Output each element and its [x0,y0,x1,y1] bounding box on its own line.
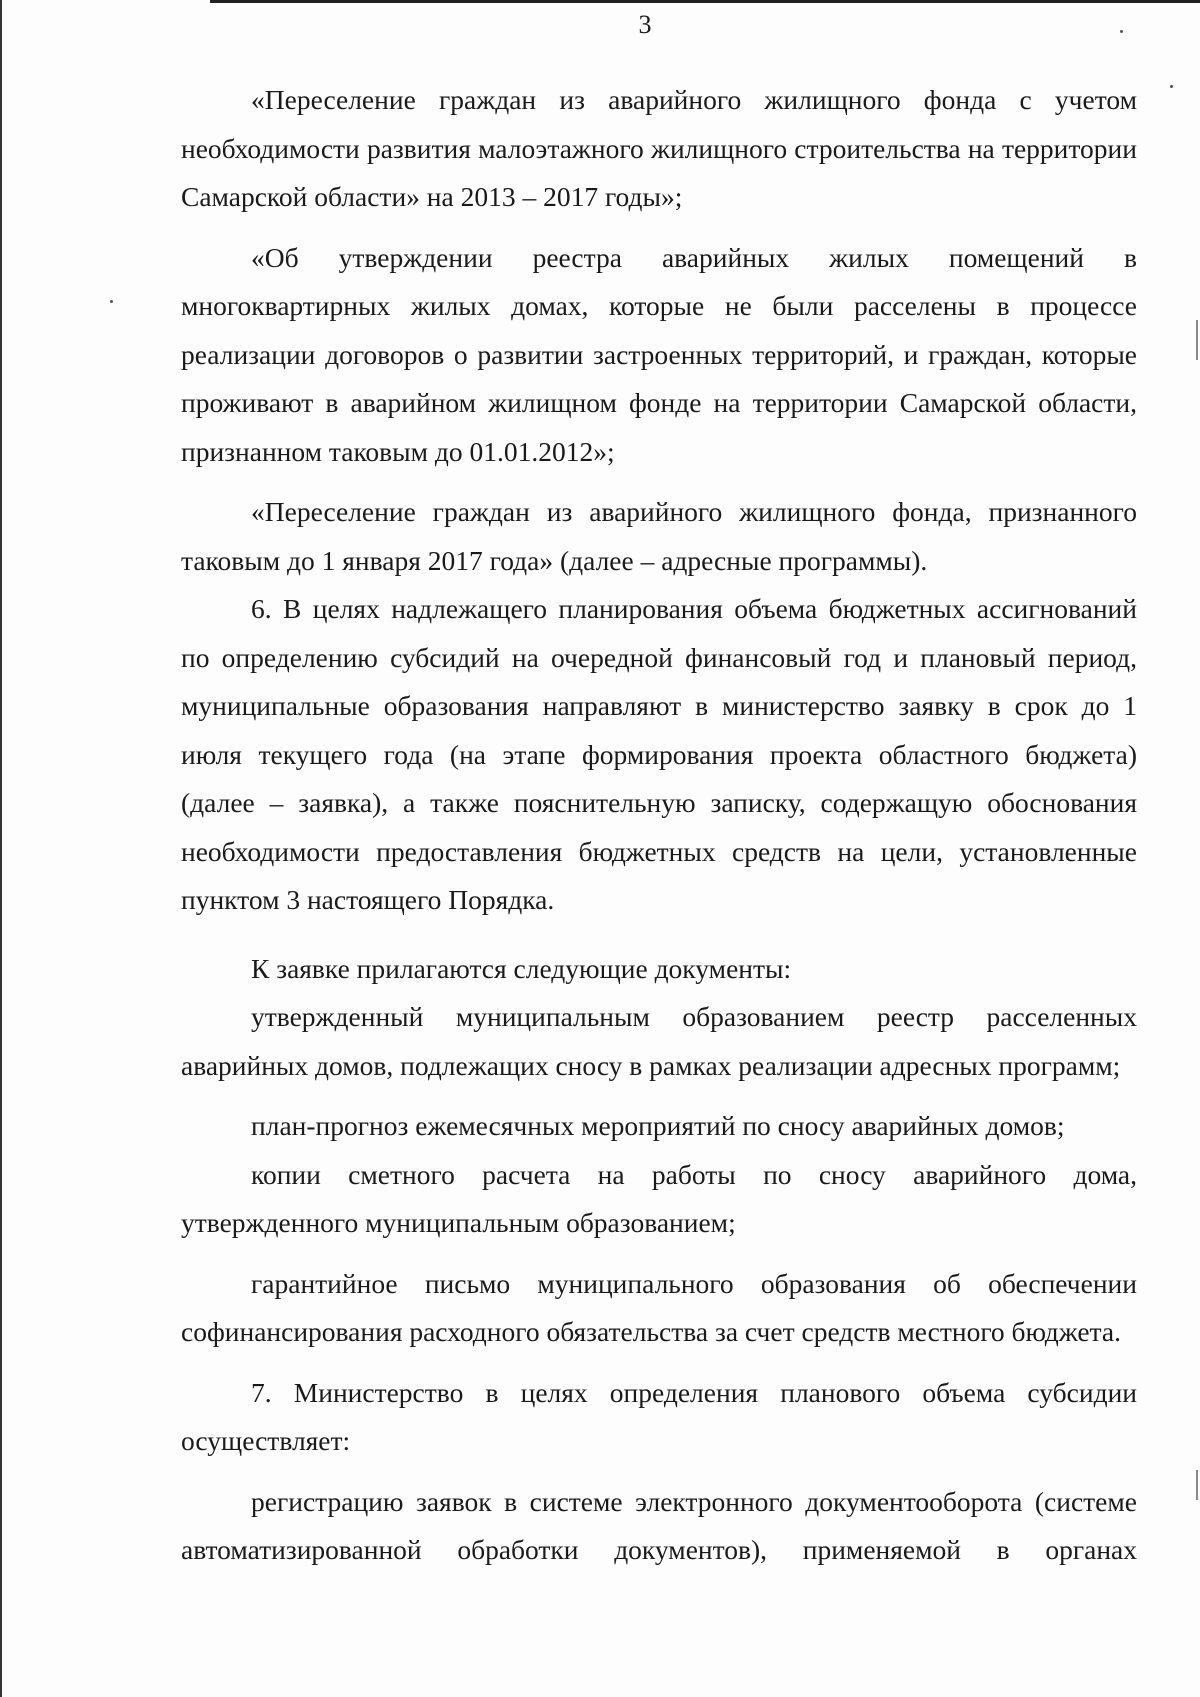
paragraph: регистрацию заявок в системе электронного документооборота (системе автоматизированной обработки документов), применяемой в органах [181,1485,1137,1565]
paragraph: 6. В целях надлежащего планирования объема бюджетных ассигнований по определению субсидий на очередной финансовый год и плановый период, муниципальные образования направляют в министерство заявку в срок до 1 июля текущего года (на этапе формирования проекта областного бюджета) (далее – заявка), а также пояснительную записку, содержащую обоснования необходимости предоставления бюджетных средств на цели, установленные пунктом 3 настоящего Порядка. [181,593,1137,915]
scan-speck [110,300,113,303]
scan-mark [1196,320,1198,360]
paragraph: утвержденный муниципальным образованием реестр расселенных аварийных домов, подлежащих сносу в рамках реализации адресных программ; [181,1001,1137,1081]
page-number: 3 [638,10,652,39]
paragraph: 7. Министерство в целях определения планового объема субсидии осуществляет: [181,1376,1137,1456]
paragraph: план-прогноз ежемесячных мероприятий по сносу аварийных домов; [251,1110,1065,1141]
paragraph: «Переселение граждан из аварийного жилищного фонда, признанного таковым до 1 января 2017 года» (далее – адресные программы). [181,496,1137,576]
scan-speck [1170,85,1173,88]
scan-mark [1196,1470,1198,1500]
scan-edge-top [210,0,1200,3]
paragraph: «Об утверждении реестра аварийных жилых помещений в многоквартирных жилых домах, которые не были расселены в процессе реализации договоров о развитии застроенных территорий, и граждан, которые проживают в аварийном жилищном фонде на территории Самарской области, признанном таковым до 01.01.2012»; [181,241,1137,467]
scan-edge-left [0,0,2,1697]
paragraph: гарантийное письмо муниципального образования об обеспечении софинансирования расходного обязательства за счет средств местного бюджета. [181,1267,1137,1347]
paragraph: К заявке прилагаются следующие документы: [251,952,792,984]
document-body [181,76,1137,1575]
paragraph: копии сметного расчета на работы по сносу аварийного дома, утвержденного муниципальным образованием; [181,1158,1137,1238]
paragraph: «Переселение граждан из аварийного жилищного фонда с учетом необходимости развития малоэтажного жилищного строительства на территории Самарской области» на 2013 – 2017 годы»; [181,84,1137,212]
